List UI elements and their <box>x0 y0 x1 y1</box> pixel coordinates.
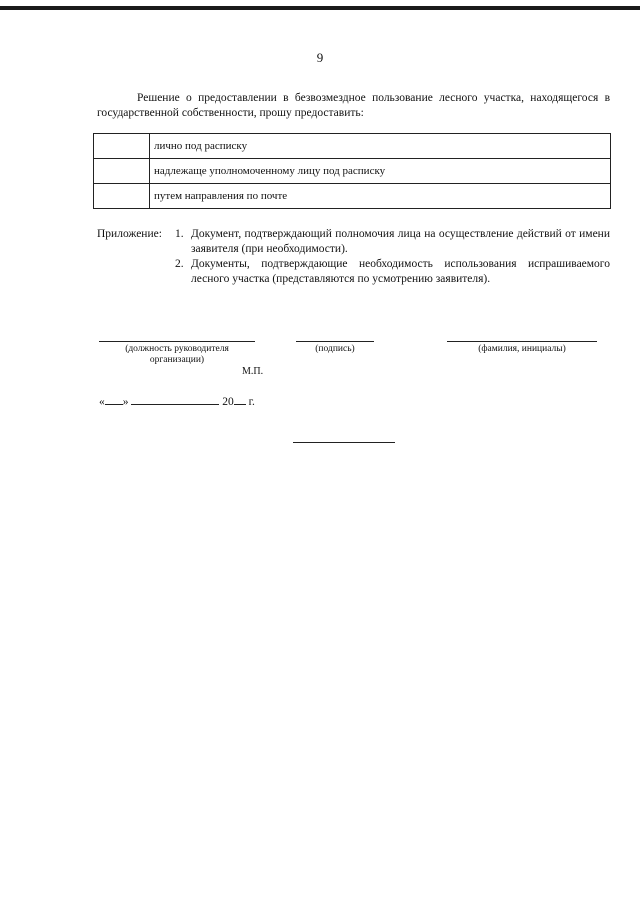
attachments-label: Приложение: <box>97 228 162 240</box>
name-line[interactable] <box>447 341 597 342</box>
year-suffix: г. <box>248 396 255 408</box>
date-close-quote: » <box>122 396 129 408</box>
day-field[interactable] <box>105 392 123 405</box>
table-row <box>94 184 611 209</box>
list-item <box>97 257 610 287</box>
table-row <box>94 134 611 159</box>
scan-top-border <box>0 6 640 10</box>
signature-line[interactable] <box>296 341 374 342</box>
page-number: 9 <box>316 50 324 65</box>
attachment-item-1 <box>175 227 610 257</box>
option-checkbox-by-mail[interactable] <box>94 184 150 209</box>
closing-separator-line <box>293 442 395 443</box>
caption-line: организации) <box>149 355 205 365</box>
option-checkbox-in-person[interactable] <box>94 134 150 159</box>
intro-paragraph: Решение о предоставлении в безвозмездное пользование лесного участка, находящегося в государственной собственности, прошу предоставить: <box>97 92 610 119</box>
option-label: надлежаще уполномоченному лицу под расписку <box>150 159 611 184</box>
position-signature-line[interactable] <box>99 341 255 342</box>
year-field[interactable] <box>234 392 246 405</box>
attachment-number: 2. <box>175 258 184 270</box>
signature-caption: (подпись) <box>315 344 355 354</box>
stamp-label: М.П. <box>242 366 264 377</box>
date-line <box>99 392 255 408</box>
list-item <box>97 227 610 257</box>
attachment-number: 1. <box>175 228 184 240</box>
position-caption <box>99 344 255 366</box>
option-checkbox-authorized-person[interactable] <box>94 159 150 184</box>
attachment-text: Документы, подтверждающие необходимость использования испрашиваемого лесного участка (представляются по усмотрению заявителя). <box>191 258 610 285</box>
delivery-options-table <box>93 133 611 209</box>
month-field[interactable] <box>131 392 219 405</box>
attachments-section <box>97 227 610 287</box>
option-label: лично под расписку <box>150 134 611 159</box>
table-row <box>94 159 611 184</box>
attachment-item-2 <box>175 257 610 287</box>
name-caption: (фамилия, инициалы) <box>478 344 566 354</box>
year-prefix: 20 <box>222 396 234 408</box>
option-label: путем направления по почте <box>150 184 611 209</box>
caption-line: (должность руководителя <box>125 344 229 354</box>
attachment-text: Документ, подтверждающий полномочия лица на осуществление действий от имени заявителя (при необходимости). <box>191 228 610 255</box>
date-open-quote: « <box>99 396 105 408</box>
